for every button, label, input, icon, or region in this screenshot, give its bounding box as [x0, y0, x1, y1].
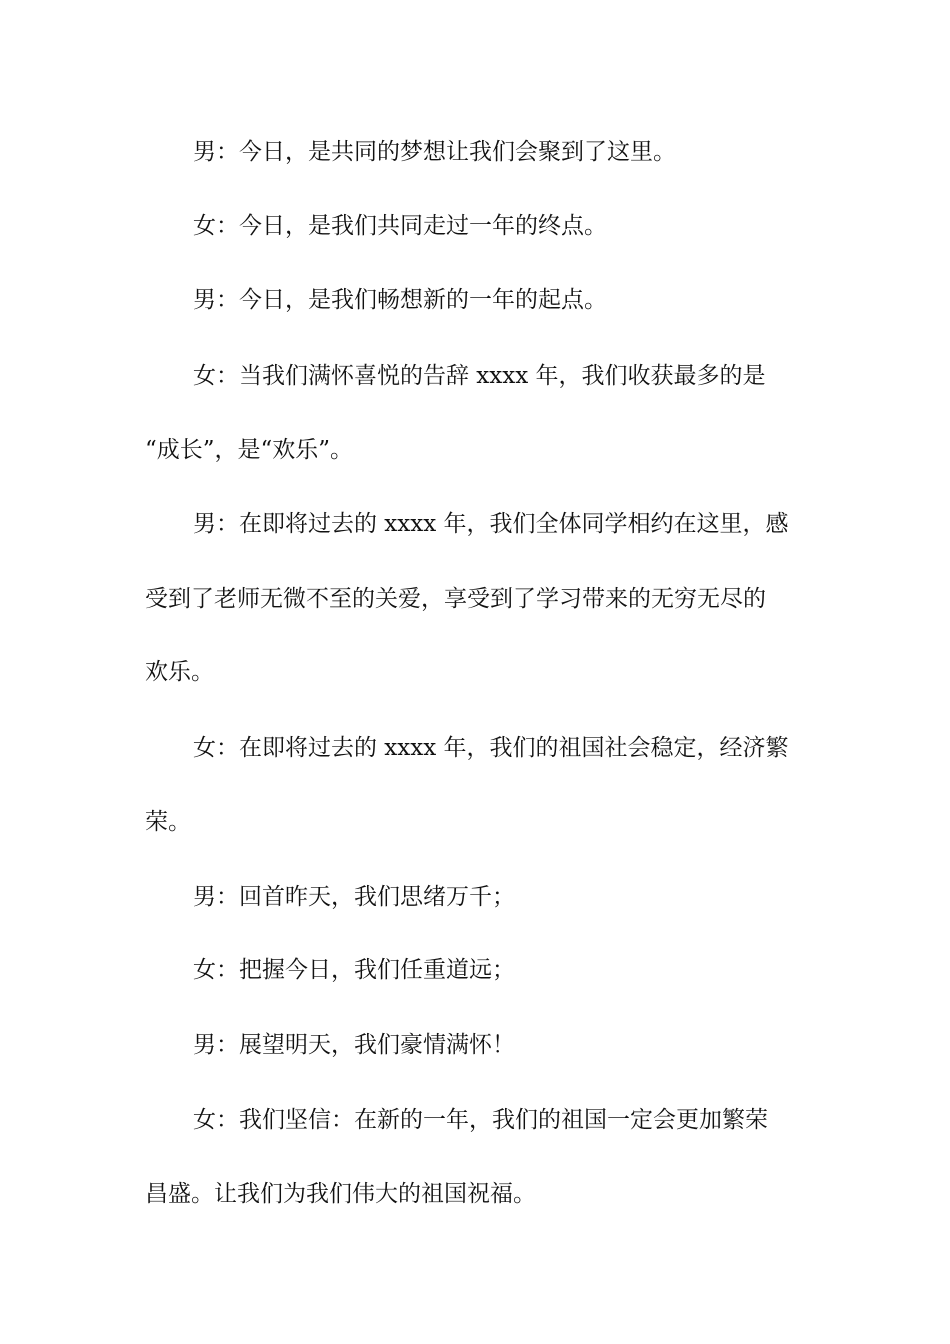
- dialogue-line-10-continued: 昌盛。让我们为我们伟大的祖国祝福。: [145, 1181, 536, 1207]
- dialogue-line-5-continued-1: 受到了老师无微不至的关爱，享受到了学习带来的无穷无尽的: [145, 586, 766, 612]
- dialogue-line-6-continued: 荣。: [145, 809, 191, 835]
- dialogue-line-4: 女：当我们满怀喜悦的告辞 xxxx 年，我们收获最多的是: [193, 363, 766, 389]
- dialogue-line-4-continued: “成长”，是“欢乐”。: [145, 437, 354, 463]
- dialogue-line-6: 女：在即将过去的 xxxx 年，我们的祖国社会稳定，经济繁: [193, 735, 789, 761]
- dialogue-line-1: 男：今日，是共同的梦想让我们会聚到了这里。: [193, 139, 676, 165]
- dialogue-line-9: 男：展望明天，我们豪情满怀！: [193, 1032, 515, 1058]
- dialogue-line-2: 女：今日，是我们共同走过一年的终点。: [193, 213, 607, 239]
- dialogue-line-8: 女：把握今日，我们任重道远；: [193, 957, 515, 983]
- dialogue-line-3: 男：今日，是我们畅想新的一年的起点。: [193, 287, 607, 313]
- dialogue-line-7: 男：回首昨天，我们思绪万千；: [193, 884, 515, 910]
- dialogue-line-5: 男：在即将过去的 xxxx 年，我们全体同学相约在这里，感: [193, 511, 789, 537]
- dialogue-line-5-continued-2: 欢乐。: [145, 659, 214, 685]
- dialogue-line-10: 女：我们坚信：在新的一年，我们的祖国一定会更加繁荣: [193, 1107, 768, 1133]
